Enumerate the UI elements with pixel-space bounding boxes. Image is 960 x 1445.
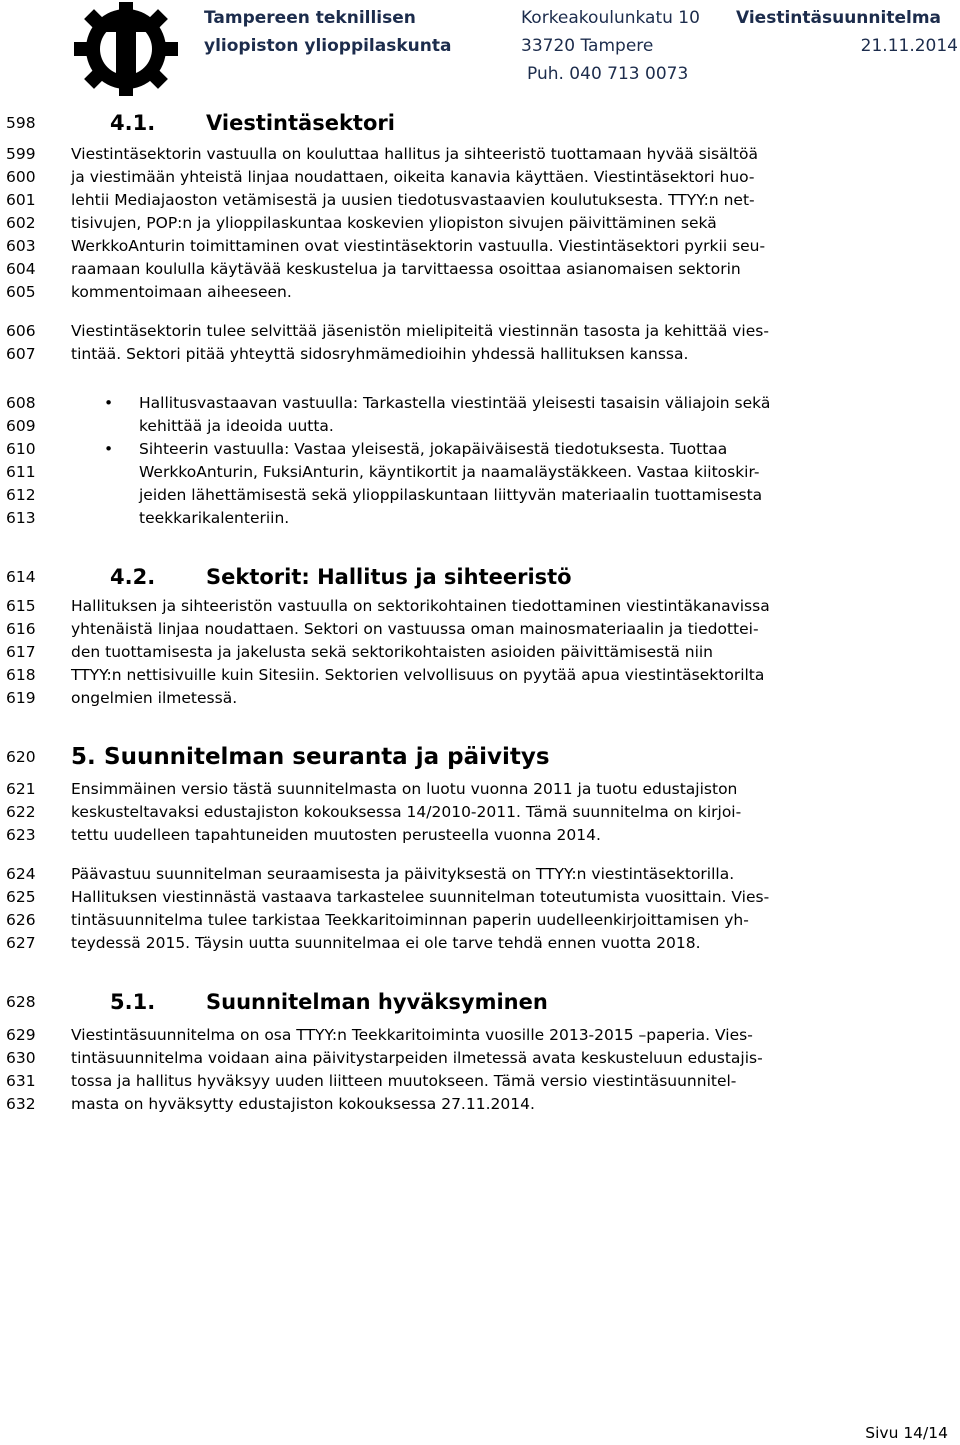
line-text: lehtii Mediajaoston vetämisestä ja uusien tiedotusvastaavien koulutuksesta. TTYY:n net- xyxy=(71,191,755,209)
line-number: 632 xyxy=(6,1095,36,1113)
line-text: teydessä 2015. Täysin uutta suunnitelmaa ei ole tarve tehdä ennen vuotta 2018. xyxy=(71,934,701,952)
line-number: 608 xyxy=(6,394,36,412)
header-document xyxy=(736,4,958,60)
line-number: 618 xyxy=(6,666,36,684)
text-line xyxy=(0,1024,960,1047)
text-line xyxy=(0,189,960,212)
line-number: 623 xyxy=(6,826,36,844)
line-text: WerkkoAnturin, FuksiAnturin, käyntikortit ja naamaläystäkkeen. Vastaa kiitoskir- xyxy=(139,463,760,481)
line-text: raamaan koululla käytävää keskustelua ja tarvittaessa osoittaa asianomaisen sektorin xyxy=(71,260,741,278)
text-line xyxy=(0,320,960,343)
section-heading-4-2 xyxy=(0,562,960,592)
line-number: 622 xyxy=(6,803,36,821)
line-number: 629 xyxy=(6,1026,36,1044)
line-number: 612 xyxy=(6,486,36,504)
line-text: jeiden lähettämisestä sekä ylioppilaskuntaan liittyvän materiaalin tuottamisesta xyxy=(139,486,763,504)
line-text: tossa ja hallitus hyväksyy uuden liitteen muutokseen. Tämä versio viestintäsuunnitel- xyxy=(71,1072,737,1090)
line-number: 600 xyxy=(6,168,36,186)
heading-number: 4.2. xyxy=(110,565,156,589)
heading-title: Suunnitelman hyväksyminen xyxy=(206,990,548,1014)
line-text: keskusteltavaksi edustajiston kokouksessa 14/2010-2011. Tämä suunnitelma on kirjoi- xyxy=(71,803,742,821)
text-line xyxy=(0,909,960,932)
header-organization xyxy=(204,4,451,60)
line-number: 620 xyxy=(6,748,36,766)
text-line xyxy=(0,595,960,618)
line-number: 627 xyxy=(6,934,36,952)
address-street: Korkeakoulunkatu 10 xyxy=(521,8,700,28)
tty-cog-logo-icon xyxy=(70,2,182,96)
line-number: 607 xyxy=(6,345,36,363)
line-number: 615 xyxy=(6,597,36,615)
bullet-line xyxy=(0,438,960,461)
text-line xyxy=(0,1093,960,1116)
address-city: 33720 Tampere xyxy=(521,36,654,56)
line-number: 602 xyxy=(6,214,36,232)
text-line xyxy=(0,461,960,484)
heading-title: Suunnitelman seuranta ja päivitys xyxy=(104,744,550,770)
line-text: ja viestimään yhteistä linjaa noudattaen, oikeita kanavia käyttäen. Viestintäsektori huo- xyxy=(71,168,755,186)
line-text: den tuottamisesta ja jakelusta sekä sektorikohtaisten asioiden päivittämisestä niin xyxy=(71,643,714,661)
line-text: Ensimmäinen versio tästä suunnitelmasta on luotu vuonna 2011 ja tuotu edustajiston xyxy=(71,780,738,798)
text-line xyxy=(0,824,960,847)
section-heading-5 xyxy=(0,741,960,773)
line-text: kehittää ja ideoida uutta. xyxy=(139,417,334,435)
line-number: 631 xyxy=(6,1072,36,1090)
line-text: Hallituksen viestinnästä vastaava tarkastelee suunnitelman toteutumista vuosittain. Vies- xyxy=(71,888,770,906)
phone-number: Puh. 040 713 0073 xyxy=(527,64,689,84)
text-line xyxy=(0,258,960,281)
text-line xyxy=(0,415,960,438)
text-line xyxy=(0,143,960,166)
line-number: 613 xyxy=(6,509,36,527)
line-number: 609 xyxy=(6,417,36,435)
text-line xyxy=(0,863,960,886)
text-line xyxy=(0,886,960,909)
line-text: kommentoimaan aiheeseen. xyxy=(71,283,292,301)
line-number: 601 xyxy=(6,191,36,209)
text-line xyxy=(0,641,960,664)
heading-number: 5.1. xyxy=(110,990,156,1014)
heading-title: Viestintäsektori xyxy=(206,111,395,135)
header-address xyxy=(521,4,700,88)
line-text: WerkkoAnturin toimittaminen ovat viestintäsektorin vastuulla. Viestintäsektori pyrkii seu- xyxy=(71,237,766,255)
line-number: 604 xyxy=(6,260,36,278)
line-number: 617 xyxy=(6,643,36,661)
line-text: Viestintäsektorin vastuulla on kouluttaa hallitus ja sihteeristö tuottamaan hyvää sisältöä xyxy=(71,145,758,163)
line-number: 606 xyxy=(6,322,36,340)
line-number: 616 xyxy=(6,620,36,638)
document-title: Viestintäsuunnitelma xyxy=(736,8,942,28)
line-text: Hallitusvastaavan vastuulla: Tarkastella viestintää yleisesti tasaisin väliajoin sekä xyxy=(139,394,771,412)
text-line xyxy=(0,507,960,530)
line-number: 625 xyxy=(6,888,36,906)
line-number: 611 xyxy=(6,463,36,481)
text-line xyxy=(0,801,960,824)
line-number: 619 xyxy=(6,689,36,707)
line-text: tisivujen, POP:n ja ylioppilaskuntaa koskevien yliopiston sivujen päivittäminen sekä xyxy=(71,214,717,232)
text-line xyxy=(0,687,960,710)
line-number: 630 xyxy=(6,1049,36,1067)
text-line xyxy=(0,235,960,258)
org-name-line2: yliopiston ylioppilaskunta xyxy=(204,36,452,56)
text-line xyxy=(0,212,960,235)
text-line xyxy=(0,166,960,189)
line-number: 626 xyxy=(6,911,36,929)
text-line xyxy=(0,618,960,641)
line-number: 605 xyxy=(6,283,36,301)
line-number: 614 xyxy=(6,568,36,586)
line-text: Viestintäsuunnitelma on osa TTYY:n Teekkaritoiminta vuosille 2013-2015 –paperia. Vies- xyxy=(71,1026,753,1044)
text-line xyxy=(0,778,960,801)
text-line xyxy=(0,281,960,304)
line-number: 610 xyxy=(6,440,36,458)
bullet-icon: • xyxy=(104,440,114,458)
line-text: masta on hyväksytty edustajiston kokouksessa 27.11.2014. xyxy=(71,1095,535,1113)
line-number: 628 xyxy=(6,993,36,1011)
text-line xyxy=(0,932,960,955)
line-number: 603 xyxy=(6,237,36,255)
text-line xyxy=(0,343,960,366)
org-name-line1: Tampereen teknillisen xyxy=(204,8,416,28)
line-number: 599 xyxy=(6,145,36,163)
line-text: yhtenäistä linjaa noudattaen. Sektori on vastuussa oman mainosmateriaalin ja tiedottei- xyxy=(71,620,759,638)
text-line xyxy=(0,1070,960,1093)
line-text: tintäsuunnitelma voidaan aina päivitystarpeiden ilmetessä avata keskusteluun edustajis- xyxy=(71,1049,763,1067)
bullet-line xyxy=(0,392,960,415)
line-text: tintää. Sektori pitää yhteyttä sidosryhmämedioihin yhdessä hallituksen kanssa. xyxy=(71,345,689,363)
line-text: ongelmien ilmetessä. xyxy=(71,689,238,707)
text-line xyxy=(0,1047,960,1070)
heading-number: 4.1. xyxy=(110,111,156,135)
line-number: 598 xyxy=(6,114,36,132)
section-heading-5-1 xyxy=(0,987,960,1017)
text-line xyxy=(0,484,960,507)
line-text: Hallituksen ja sihteeristön vastuulla on sektorikohtainen tiedottaminen viestintäkanavissa xyxy=(71,597,770,615)
line-text: teekkarikalenteriin. xyxy=(139,509,290,527)
heading-number: 5. xyxy=(71,744,96,770)
line-text: Viestintäsektorin tulee selvittää jäsenistön mielipiteitä viestinnän tasosta ja kehittää vies- xyxy=(71,322,769,340)
line-text: tettu uudelleen tapahtuneiden muutosten perusteella vuonna 2014. xyxy=(71,826,601,844)
line-text: Sihteerin vastuulla: Vastaa yleisestä, jokapäiväisestä tiedotuksesta. Tuottaa xyxy=(139,440,728,458)
document-date: 21.11.2014 xyxy=(860,36,958,56)
line-text: TTYY:n nettisivuille kuin Sitesiin. Sektorien velvollisuus on pyytää apua viestintäsektorilta xyxy=(71,666,765,684)
line-text: Päävastuu suunnitelman seuraamisesta ja päivityksestä on TTYY:n viestintäsektorilla. xyxy=(71,865,735,883)
heading-title: Sektorit: Hallitus ja sihteeristö xyxy=(206,565,572,589)
text-line xyxy=(0,664,960,687)
page-number: Sivu 14/14 xyxy=(865,1424,948,1442)
line-number: 624 xyxy=(6,865,36,883)
line-number: 621 xyxy=(6,780,36,798)
section-heading-4-1 xyxy=(0,108,960,138)
line-text: tintäsuunnitelma tulee tarkistaa Teekkaritoiminnan paperin uudelleenkirjoittamisen yh- xyxy=(71,911,749,929)
bullet-icon: • xyxy=(104,394,114,412)
